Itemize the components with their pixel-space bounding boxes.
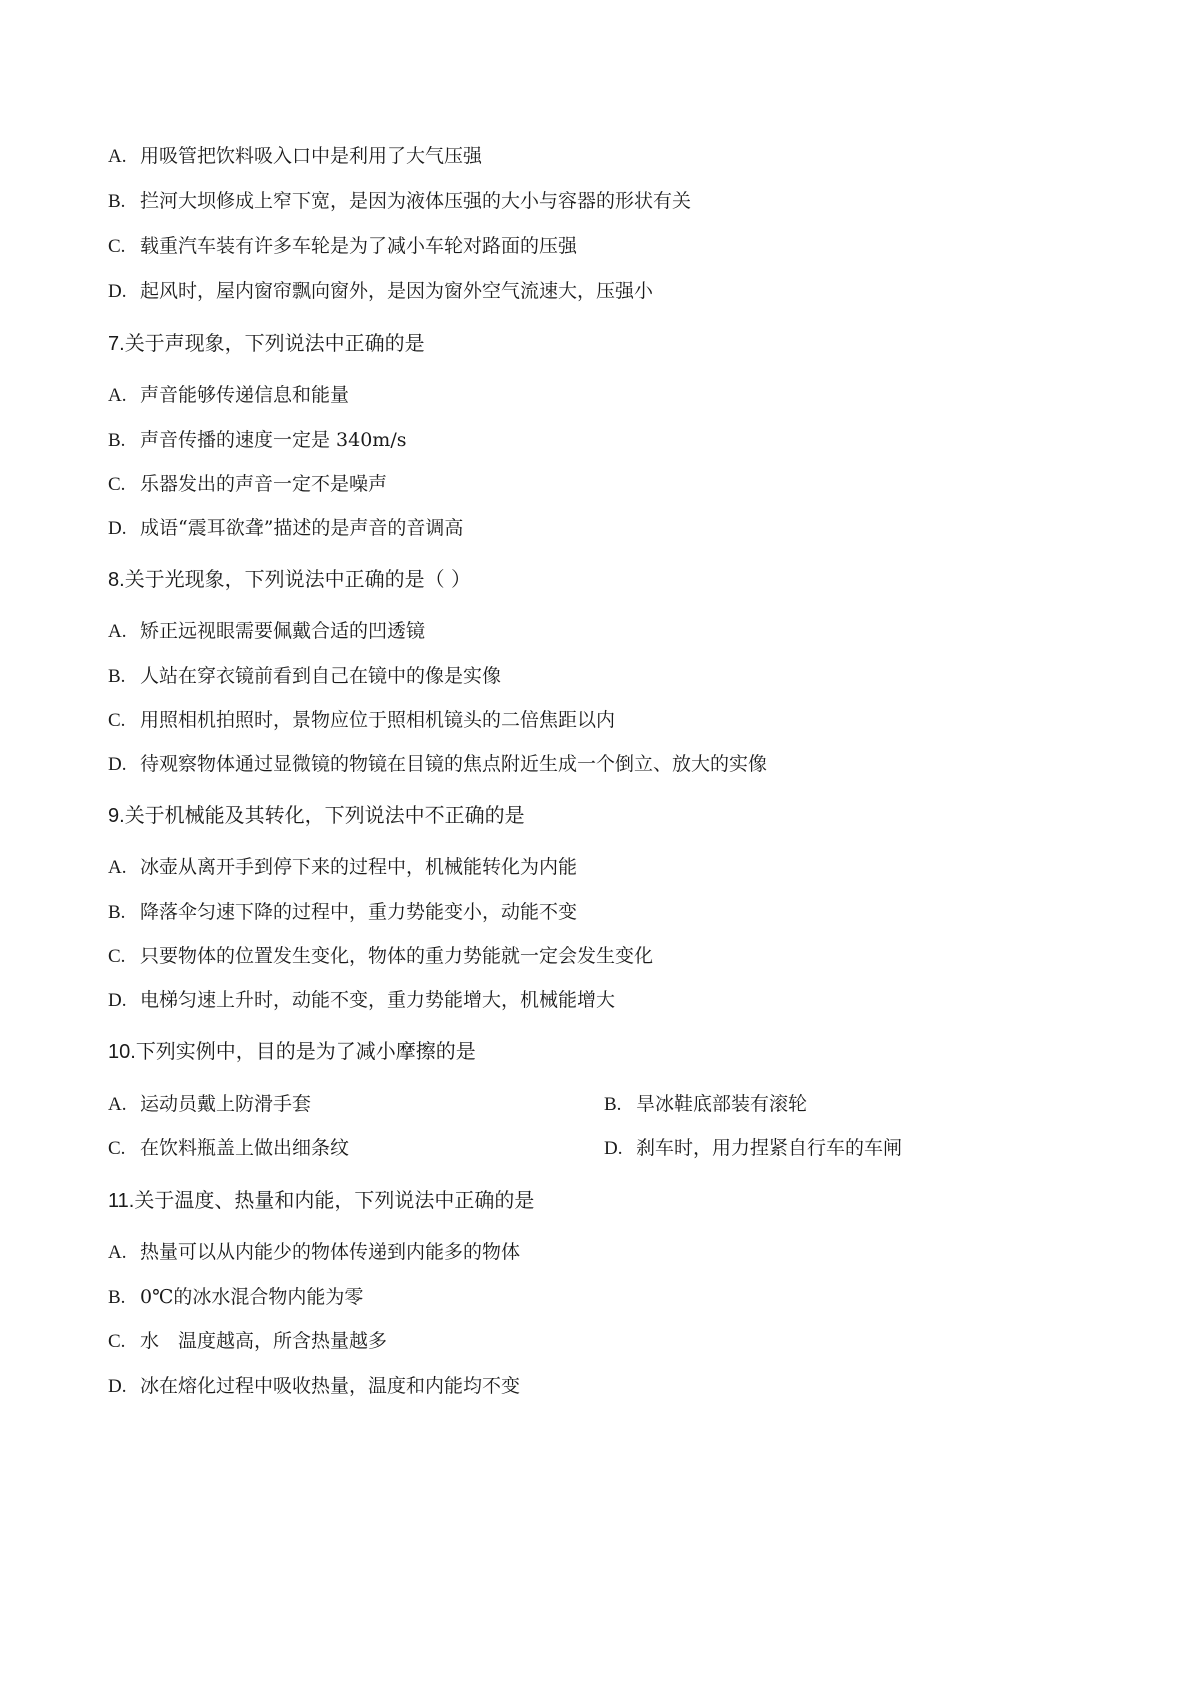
- option-text: 只要物体的位置发生变化，物体的重力势能就一定会发生变化: [140, 945, 654, 967]
- option-letter: C.: [108, 946, 126, 967]
- q11-option-b: [108, 1285, 363, 1310]
- question-number: 7.: [108, 333, 125, 355]
- q10-option-a: [108, 1092, 311, 1117]
- option-letter: C.: [108, 474, 126, 495]
- option-text: 电梯匀速上升时，动能不变，重力势能增大，机械能增大: [140, 989, 616, 1011]
- question-text: 下列实例中，目的是为了减小摩擦的是: [135, 1039, 476, 1063]
- option-letter: C.: [108, 1138, 126, 1159]
- option-letter: C.: [108, 710, 126, 731]
- option-text: 在饮料瓶盖上做出细条纹: [140, 1137, 350, 1159]
- option-letter: B.: [604, 1094, 622, 1115]
- option-letter: A.: [108, 857, 127, 878]
- q7-option-d: [108, 516, 463, 541]
- option-text: 热量可以从内能少的物体传递到内能多的物体: [140, 1241, 521, 1263]
- option-text: 声音能够传递信息和能量: [140, 384, 350, 406]
- option-text: 成语“震耳欲聋”描述的是声音的音调高: [140, 517, 464, 539]
- q7-option-c: [108, 472, 387, 497]
- option-text: 用吸管把饮料吸入口中是利用了大气压强: [140, 145, 483, 167]
- q8-option-a: [108, 619, 425, 644]
- option-letter: A.: [108, 1242, 127, 1263]
- option-text: 载重汽车装有许多车轮是为了减小车轮对路面的压强: [140, 235, 578, 257]
- option-letter: D.: [108, 990, 127, 1011]
- question-text: 关于温度、热量和内能，下列说法中正确的是: [134, 1188, 535, 1212]
- q7-option-b: [108, 428, 406, 453]
- option-text: 水 温度越高，所含热量越多: [140, 1330, 388, 1352]
- option-text: 0℃的冰水混合物内能为零: [140, 1286, 364, 1308]
- q10-option-b: [604, 1092, 807, 1117]
- q9-option-d: [108, 988, 615, 1013]
- option-text: 冰在熔化过程中吸收热量，温度和内能均不变: [140, 1375, 521, 1397]
- q9-stem: [108, 803, 525, 828]
- option-text: 刹车时，用力捏紧自行车的车闸: [636, 1137, 903, 1159]
- question-number: 9.: [108, 805, 125, 827]
- option-letter: C.: [108, 236, 126, 257]
- q7-option-a: [108, 383, 349, 408]
- option-letter: D.: [108, 518, 127, 539]
- option-letter: A.: [108, 385, 127, 406]
- q10-stem: [108, 1039, 476, 1064]
- option-text: 待观察物体通过显微镜的物镜在目镜的焦点附近生成一个倒立、放大的实像: [140, 753, 768, 775]
- option-letter: D.: [604, 1138, 623, 1159]
- q11-option-a: [108, 1240, 520, 1265]
- q8-option-b: [108, 664, 501, 689]
- q6-option-c: [108, 234, 577, 259]
- question-text: 关于光现象，下列说法中正确的是（ ）: [124, 567, 472, 591]
- option-letter: A.: [108, 146, 127, 167]
- question-text: 关于机械能及其转化，下列说法中不正确的是: [124, 803, 525, 827]
- q10-option-d: [604, 1136, 902, 1161]
- q6-option-a: [108, 144, 482, 169]
- q6-option-b: [108, 189, 691, 214]
- q9-option-b: [108, 900, 577, 925]
- q11-option-d: [108, 1374, 520, 1399]
- q8-option-c: [108, 708, 615, 733]
- option-letter: B.: [108, 191, 126, 212]
- question-number: 8.: [108, 569, 125, 591]
- option-text: 乐器发出的声音一定不是噪声: [140, 473, 388, 495]
- q8-option-d: [108, 752, 767, 777]
- option-letter: D.: [108, 1376, 127, 1397]
- question-number: 10.: [108, 1041, 136, 1063]
- q11-stem: [108, 1188, 534, 1213]
- q10-option-c: [108, 1136, 349, 1161]
- option-letter: B.: [108, 1287, 126, 1308]
- option-letter: B.: [108, 666, 126, 687]
- q9-option-a: [108, 855, 577, 880]
- q9-option-c: [108, 944, 653, 969]
- option-text: 人站在穿衣镜前看到自己在镜中的像是实像: [140, 665, 502, 687]
- option-text: 声音传播的速度一定是 340m/s: [140, 429, 407, 451]
- option-text: 用照相机拍照时，景物应位于照相机镜头的二倍焦距以内: [140, 709, 616, 731]
- option-text: 拦河大坝修成上窄下宽，是因为液体压强的大小与容器的形状有关: [140, 190, 692, 212]
- option-letter: D.: [108, 754, 127, 775]
- q6-option-d: [108, 279, 653, 304]
- option-text: 旱冰鞋底部装有滚轮: [636, 1093, 808, 1115]
- option-letter: D.: [108, 281, 127, 302]
- option-letter: B.: [108, 430, 126, 451]
- option-text: 运动员戴上防滑手套: [140, 1093, 312, 1115]
- option-text: 起风时，屋内窗帘飘向窗外，是因为窗外空气流速大，压强小: [140, 280, 654, 302]
- option-letter: A.: [108, 621, 127, 642]
- option-text: 降落伞匀速下降的过程中，重力势能变小，动能不变: [140, 901, 578, 923]
- option-letter: B.: [108, 902, 126, 923]
- option-letter: A.: [108, 1094, 127, 1115]
- option-text: 矫正远视眼需要佩戴合适的凹透镜: [140, 620, 426, 642]
- question-number: 11.: [108, 1190, 135, 1212]
- question-text: 关于声现象，下列说法中正确的是: [124, 331, 425, 355]
- q11-option-c: [108, 1329, 387, 1354]
- option-text: 冰壶从离开手到停下来的过程中，机械能转化为内能: [140, 856, 578, 878]
- option-letter: C.: [108, 1331, 126, 1352]
- q8-stem: [108, 567, 471, 592]
- q7-stem: [108, 331, 425, 356]
